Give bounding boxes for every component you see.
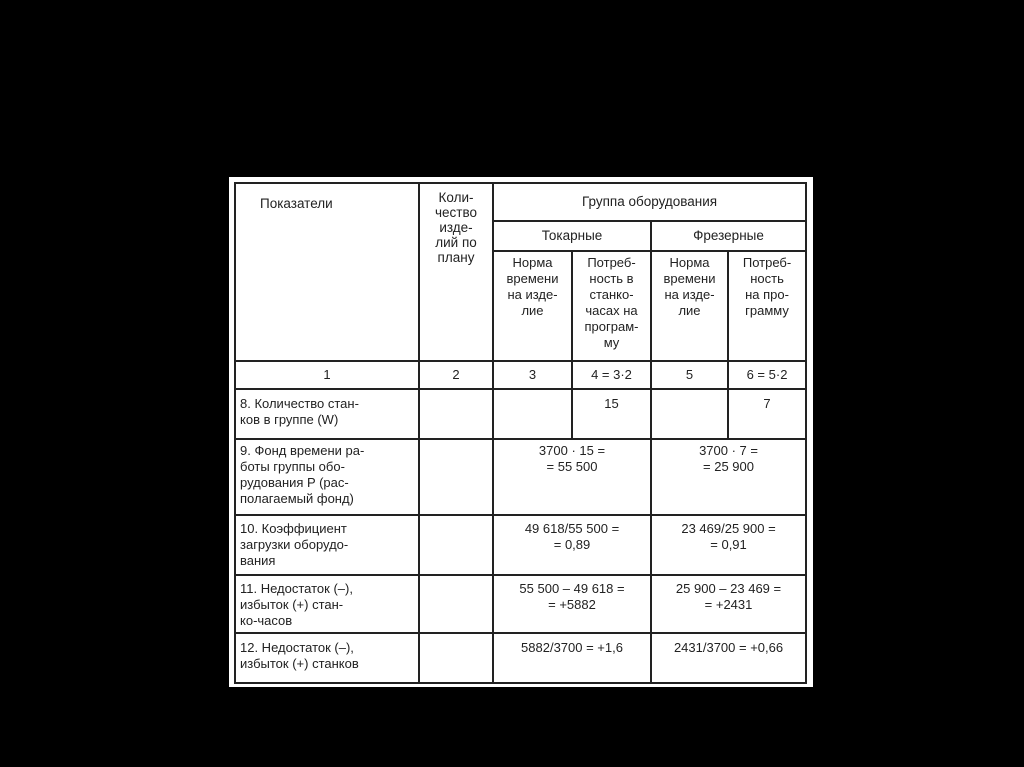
column-number: 1: [235, 361, 419, 389]
header-quantity: Коли- чество изде- лий по плану: [419, 183, 493, 361]
empty-cell: [419, 633, 493, 683]
table-row: [235, 633, 806, 683]
column-number: 2: [419, 361, 493, 389]
empty-cell: [651, 389, 728, 439]
empty-cell: [493, 389, 572, 439]
header-need-milling: Потреб- ность на про- грамму: [728, 251, 806, 361]
column-number: 4 = 3·2: [572, 361, 651, 389]
column-number: 3: [493, 361, 572, 389]
row-label: 9. Фонд времени ра- боты группы обо- рудования P (рас- полагаемый фонд): [235, 439, 419, 515]
milling-value: 7: [728, 389, 806, 439]
equipment-table: [234, 182, 807, 684]
turning-value: 15: [572, 389, 651, 439]
table-row: [235, 515, 806, 575]
header-norm-time-turning: Норма времени на изде- лие: [493, 251, 572, 361]
milling-value: 3700 · 7 = = 25 900: [651, 439, 806, 515]
table-row: [235, 575, 806, 633]
turning-value: 5882/3700 = +1,6: [493, 633, 651, 683]
column-number: 6 = 5·2: [728, 361, 806, 389]
document-page: [229, 177, 813, 687]
empty-cell: [419, 389, 493, 439]
row-label: 8. Количество стан- ков в группе (W): [235, 389, 419, 439]
row-label: 11. Недостаток (–), избыток (+) стан- ко-часов: [235, 575, 419, 633]
empty-cell: [419, 439, 493, 515]
row-label: 12. Недостаток (–), избыток (+) станков: [235, 633, 419, 683]
header-equipment-group: Группа оборудования: [493, 183, 806, 221]
turning-value: 3700 · 15 = = 55 500: [493, 439, 651, 515]
column-number-row: [235, 361, 806, 389]
row-label: 10. Коэффициент загрузки оборудо- вания: [235, 515, 419, 575]
milling-value: 2431/3700 = +0,66: [651, 633, 806, 683]
turning-value: 55 500 – 49 618 = = +5882: [493, 575, 651, 633]
header-need-turning: Потреб- ность в станко- часах на програм- му: [572, 251, 651, 361]
table-row: [235, 439, 806, 515]
empty-cell: [419, 575, 493, 633]
empty-cell: [419, 515, 493, 575]
column-number: 5: [651, 361, 728, 389]
turning-value: 49 618/55 500 = = 0,89: [493, 515, 651, 575]
header-milling: Фрезерные: [651, 221, 806, 251]
table-row: [235, 389, 806, 439]
header-indicators: Показатели: [235, 183, 419, 361]
milling-value: 23 469/25 900 = = 0,91: [651, 515, 806, 575]
header-turning: Токарные: [493, 221, 651, 251]
header-norm-time-milling: Норма времени на изде- лие: [651, 251, 728, 361]
milling-value: 25 900 – 23 469 = = +2431: [651, 575, 806, 633]
